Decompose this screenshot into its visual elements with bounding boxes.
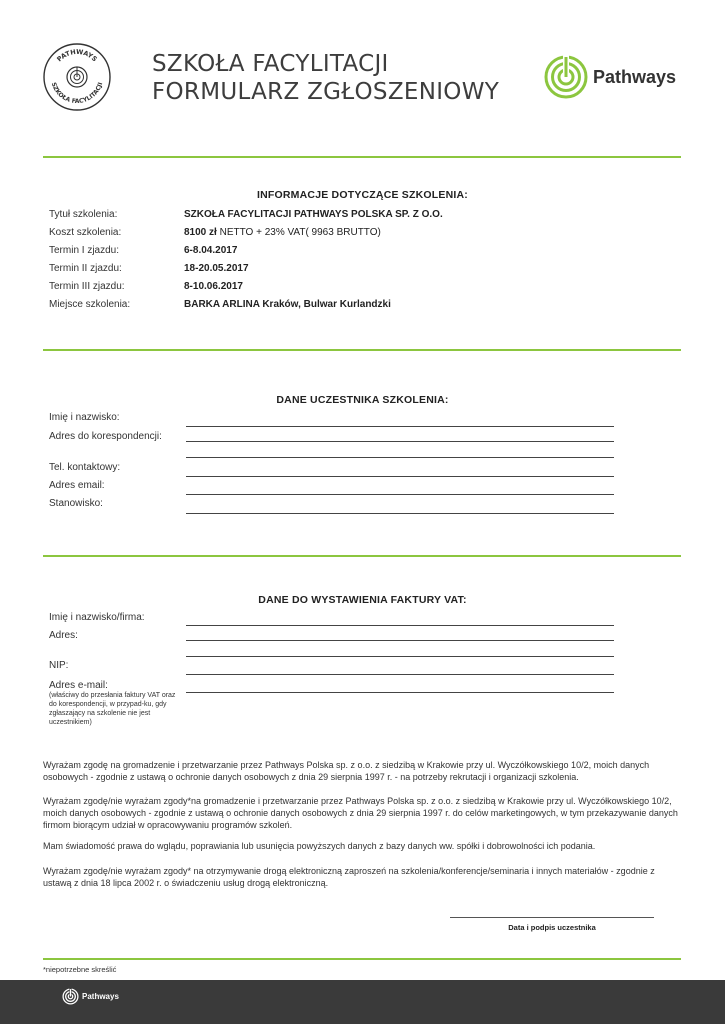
nip-field[interactable] — [186, 674, 614, 675]
divider — [43, 349, 681, 351]
divider — [43, 555, 681, 557]
footer-brand-name: Pathways — [82, 992, 119, 1001]
label-company: Imię i nazwisko/firma: — [49, 612, 145, 623]
label-phone: Tel. kontaktowy: — [49, 462, 121, 473]
footer-logo — [62, 988, 119, 1005]
training-info-value-main: 8-10.06.2017 — [184, 281, 243, 292]
label-name: Imię i nazwisko: — [49, 412, 120, 423]
training-info-row — [49, 245, 237, 259]
label-position: Stanowisko: — [49, 498, 103, 509]
consent-paragraph: Wyrażam zgodę/nie wyrażam zgody*na gromadzenie i przetwarzanie przez Pathways Polska sp. z o.o. z siedzibą w Krakowie przy ul. Wyczółkowskiego 10/2, moich danych osobowych - zgodnie z ustawą o ochronie danych osobowych z dnia 29 sierpnia 1997 r. do celów marketingowych, w tym przekazywanie danych firmom biorącym udział w opracowywaniu programów szkoleń. — [43, 796, 678, 830]
invoice-address-field-2[interactable] — [186, 656, 614, 657]
divider — [43, 156, 681, 158]
invoice-email-note: (właściwy do przesłania faktury VAT oraz do korespondencji, w przypad-ku, gdy zgłaszający na szkolenie nie jest uczestnikiem) — [49, 692, 176, 726]
training-info-value-main: SZKOŁA FACYLITACJI PATHWAYS POLSKA SP. Z O.O. — [184, 209, 443, 220]
training-info-row — [49, 227, 381, 241]
footnote: *niepotrzebne skreślić — [43, 965, 117, 974]
training-heading: INFORMACJE DOTYCZĄCE SZKOLENIA: — [257, 189, 468, 201]
consent-paragraph: Wyrażam zgodę/nie wyrażam zgody* na otrzymywanie drogą elektroniczną zaproszeń na szkolenia/konferencje/seminaria i innych materiałów - zgodnie z ustawą z dnia 18 lipca 2002 r. o świadczeniu usług drogą elektroniczną. — [43, 866, 655, 888]
name-field[interactable] — [186, 426, 614, 427]
training-info-value-main: 6-8.04.2017 — [184, 245, 238, 256]
training-info-value-main: 8100 zł — [184, 227, 217, 238]
brand-logo — [543, 54, 676, 100]
training-info-row — [49, 263, 249, 277]
address-field[interactable] — [186, 441, 614, 442]
label-address: Adres do korespondencji: — [49, 431, 162, 442]
training-info-value-main: 18-20.05.2017 — [184, 263, 249, 274]
labyrinth-icon — [543, 54, 589, 100]
participant-heading: DANE UCZESTNIKA SZKOLENIA: — [276, 394, 449, 406]
seal-text-bottom: SZKOŁA FACYLITACJI — [49, 81, 105, 106]
invoice-heading: DANE DO WYSTAWIENIA FAKTURY VAT: — [258, 594, 467, 606]
training-info-value — [184, 227, 381, 241]
training-info-label: Termin I zjazdu: — [49, 245, 120, 256]
training-info-label: Termin II zjazdu: — [49, 263, 122, 274]
training-info-row — [49, 281, 243, 295]
brand-name: Pathways — [593, 66, 677, 87]
invoice-email-field[interactable] — [186, 692, 614, 693]
training-info-value-extra: NETTO + 23% VAT( 9963 BRUTTO) — [216, 227, 381, 238]
consent-paragraph: Mam świadomość prawa do wglądu, poprawiania lub usunięcia powyższych danych z bazy danych ww. spółki i dobrowolności ich podania. — [43, 841, 596, 851]
signature-field[interactable] — [450, 917, 654, 918]
training-info-label: Tytuł szkolenia: — [49, 209, 118, 220]
training-info-row — [49, 209, 443, 223]
training-info-label: Termin III zjazdu: — [49, 281, 125, 292]
seal-text-top: PATHWAYS — [55, 47, 99, 64]
training-info-value — [184, 209, 443, 223]
address-field-2[interactable] — [186, 457, 614, 458]
email-field[interactable] — [186, 494, 614, 495]
seal-logo — [42, 42, 112, 112]
title-line-1: SZKOŁA FACYLITACJI — [152, 51, 389, 77]
divider — [43, 958, 681, 960]
training-info-value — [184, 281, 243, 295]
training-info-label: Koszt szkolenia: — [49, 227, 122, 238]
consent-paragraph: Wyrażam zgodę na gromadzenie i przetwarzanie przez Pathways Polska sp. z o.o. z siedzibą w Krakowie przy ul. Wyczółkowskiego 10/2, moich danych osobowych - zgodnie z ustawą o ochronie danych osobowych z dnia 29 sierpnia 1997 r. - na potrzeby rekrutacji i organizacji szkolenia. — [43, 760, 650, 782]
training-info-value — [184, 245, 237, 259]
svg-text:SZKOŁA FACYLITACJI — [50, 82, 105, 106]
training-info-value-main: BARKA ARLINA Kraków, Bulwar Kurlandzki — [184, 299, 391, 310]
label-invoice-address: Adres: — [49, 630, 78, 641]
page-title — [152, 50, 499, 106]
position-field[interactable] — [186, 513, 614, 514]
training-info-value — [184, 263, 249, 277]
title-line-2: FORMULARZ ZGŁOSZENIOWY — [152, 79, 500, 105]
company-field[interactable] — [186, 625, 614, 626]
phone-field[interactable] — [186, 476, 614, 477]
labyrinth-icon — [62, 988, 79, 1005]
training-info-label: Miejsce szkolenia: — [49, 299, 131, 310]
signature-label: Data i podpis uczestnika — [508, 923, 596, 932]
training-info-row — [49, 299, 391, 313]
training-info-value — [184, 299, 391, 313]
label-nip: NIP: — [49, 660, 69, 671]
label-invoice-email: Adres e-mail: — [49, 680, 108, 691]
svg-text:PATHWAYS — [55, 48, 99, 64]
label-email: Adres email: — [49, 480, 105, 491]
invoice-address-field[interactable] — [186, 640, 614, 641]
